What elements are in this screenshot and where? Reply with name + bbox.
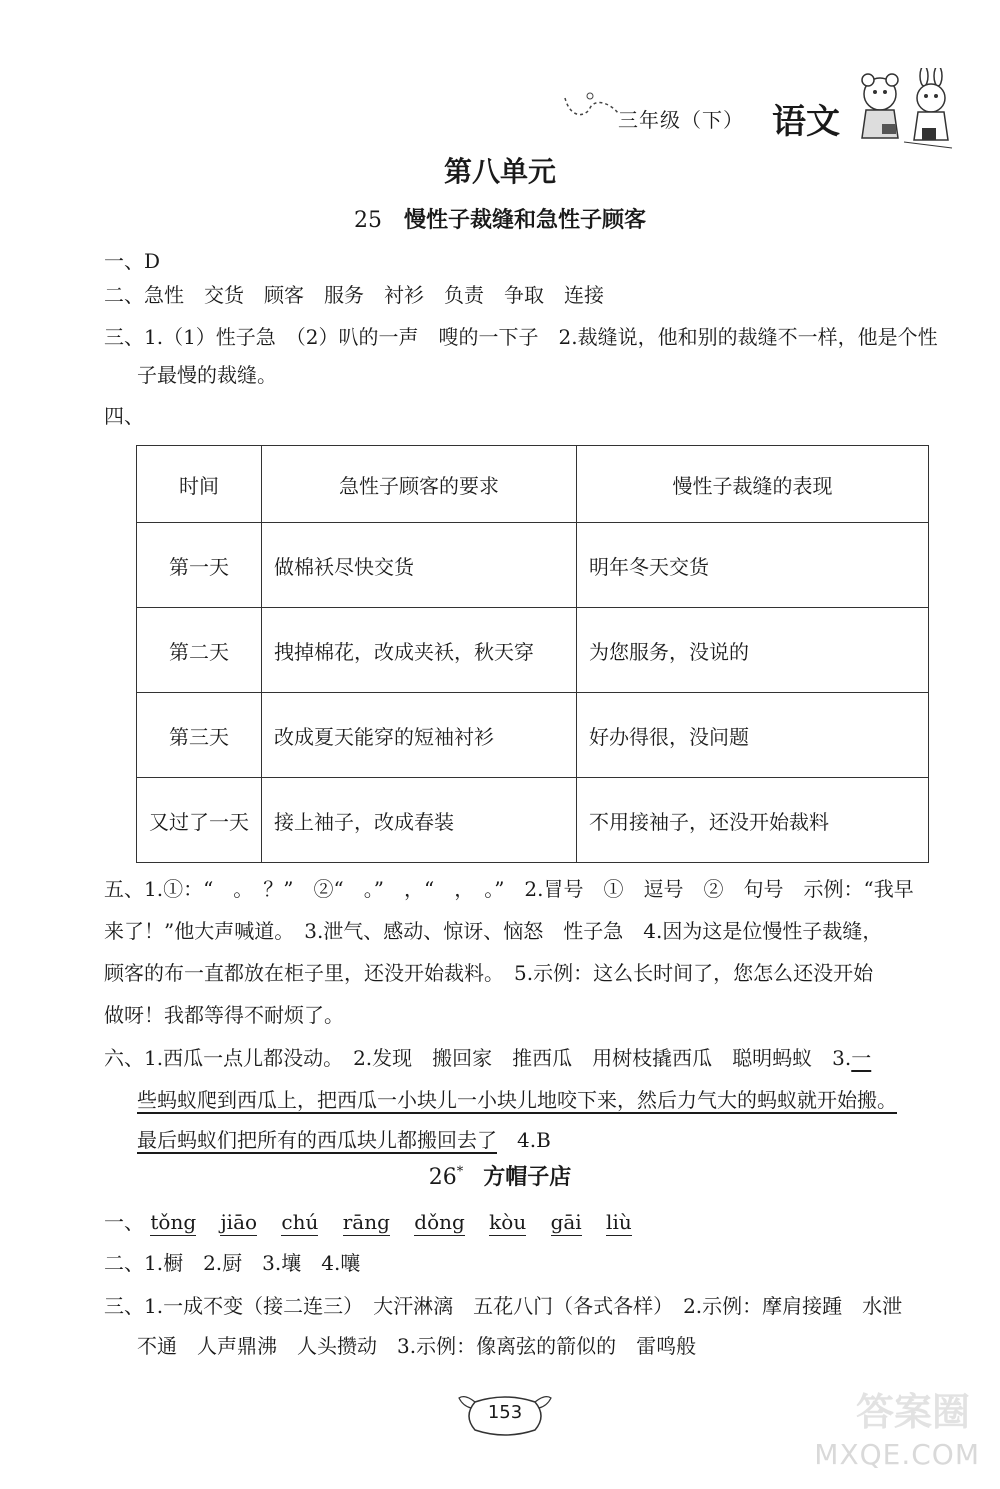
- lesson-number: 26*: [428, 1164, 464, 1190]
- answer-q5-line2: 来了！”他大声喊道。 3.泄气、感动、惊讶、恼怒 性子急 4.因为这是位慢性子裁缝，: [104, 919, 883, 943]
- answer-q3-line2: 子最慢的裁缝。: [137, 363, 277, 387]
- optional-star: *: [456, 1164, 464, 1180]
- subject-label: 语文: [772, 102, 840, 142]
- swirl-decoration-icon: [560, 88, 620, 128]
- table-cell: 为您服务，没说的: [577, 608, 929, 693]
- lesson-25-title: [0, 203, 1000, 234]
- pinyin-answer: gāi: [550, 1210, 582, 1234]
- mascots-icon: [852, 68, 960, 156]
- answer-q6-text: 六、1.西瓜一点儿都没动。 2.发现 搬回家 推西瓜 用树枝撬西瓜 聪明蚂蚁 3.: [104, 1046, 852, 1070]
- table-row: [137, 608, 929, 693]
- table-header: 慢性子裁缝的表现: [577, 446, 929, 523]
- answer-q5-line3: 顾客的布一直都放在柜子里，还没开始裁料。 5.示例：这么长时间了，您怎么还没开始: [104, 961, 874, 985]
- answer-table: [136, 445, 929, 863]
- answer-q3-lesson26-line2: 不通 人声鼎沸 人头攒动 3.示例：像离弦的箭似的 雷鸣般: [137, 1334, 697, 1358]
- lesson-26-title: [0, 1160, 1000, 1191]
- table-cell: 好办得很，没问题: [577, 693, 929, 778]
- table-cell: 改成夏天能穿的短袖衬衫: [262, 693, 577, 778]
- page-number: [455, 1388, 555, 1444]
- lesson-name: 方帽子店: [483, 1165, 572, 1190]
- answer-q6-line3: [137, 1120, 967, 1160]
- grade-label: 三年级（下）: [618, 108, 744, 132]
- watermark-logo: 答案圈: [855, 1390, 970, 1434]
- table-cell: 明年冬天交货: [577, 523, 929, 608]
- pinyin-answer: liù: [606, 1210, 632, 1234]
- underlined-text: 最后蚂蚁们把所有的西瓜块儿都搬回去了: [137, 1128, 497, 1152]
- pinyin-answer: rāng: [342, 1210, 390, 1234]
- table-cell: 拽掉棉花，改成夹袄，秋天穿: [262, 608, 577, 693]
- lesson-name: 慢性子裁缝和急性子顾客: [403, 208, 646, 233]
- answer-prefix: 一、: [104, 1210, 144, 1234]
- answer-q6-line2: 些蚂蚁爬到西瓜上，把西瓜一小块儿一小块儿地咬下来，然后力气大的蚂蚁就开始搬。: [137, 1088, 897, 1112]
- table-cell: 做棉袄尽快交货: [262, 523, 577, 608]
- pinyin-answer: tǒng: [150, 1210, 197, 1234]
- answer-q3-lesson26-line1: 三、1.一成不变（接二连三） 大汗淋漓 五花八门（各式各样） 2.示例：摩肩接踵 水泄: [104, 1294, 903, 1318]
- answer-q1: 一、D: [104, 249, 161, 273]
- unit-title: 第八单元: [443, 155, 556, 188]
- table-row: [137, 778, 929, 863]
- answer-q4: 四、: [104, 404, 144, 428]
- answer-q2-lesson26: 二、1.橱 2.厨 3.壤 4.嚷: [104, 1251, 361, 1275]
- answer-q6-line1: [104, 1038, 934, 1078]
- table-header-row: [137, 446, 929, 523]
- table-row: [137, 523, 929, 608]
- answer-q6-tail: 4.B: [497, 1128, 551, 1152]
- answer-q5-line1: 五、1.①：“ 。 ？” ②“ 。” ，“ ， 。” 2.冒号 ① 逗号 ② 句号 示例：“我早: [104, 877, 914, 901]
- answer-pinyin-row: [104, 1202, 934, 1242]
- lesson-number: 25: [353, 208, 382, 233]
- table-cell: 第一天: [137, 523, 262, 608]
- pinyin-answer: jiāo: [220, 1210, 258, 1234]
- pinyin-answer: chú: [281, 1210, 319, 1234]
- table-cell: 第二天: [137, 608, 262, 693]
- page-number-text: 153: [487, 1402, 523, 1423]
- table-cell: 不用接袖子，还没开始裁料: [577, 778, 929, 863]
- table-header: 急性子顾客的要求: [262, 446, 577, 523]
- underlined-text: 一: [851, 1046, 872, 1070]
- answer-q2: 二、急性 交货 顾客 服务 衬衫 负责 争取 连接: [104, 283, 604, 307]
- answer-q3-line1: 三、1.（1）性子急 （2）叭的一声 嗖的一下子 2.裁缝说，他和别的裁缝不一样，他是个性: [104, 325, 938, 349]
- table-cell: 接上袖子，改成春装: [262, 778, 577, 863]
- pinyin-answer: dǒng: [414, 1210, 465, 1234]
- pinyin-answer: kòu: [489, 1210, 527, 1234]
- page-header: [560, 68, 960, 158]
- table-cell: 又过了一天: [137, 778, 262, 863]
- watermark: [780, 1381, 980, 1471]
- answer-q5-line4: 做呀！我都等得不耐烦了。: [104, 1003, 344, 1027]
- table-row: [137, 693, 929, 778]
- table-cell: 第三天: [137, 693, 262, 778]
- table-header: 时间: [137, 446, 262, 523]
- watermark-url: MXQE.COM: [814, 1438, 980, 1471]
